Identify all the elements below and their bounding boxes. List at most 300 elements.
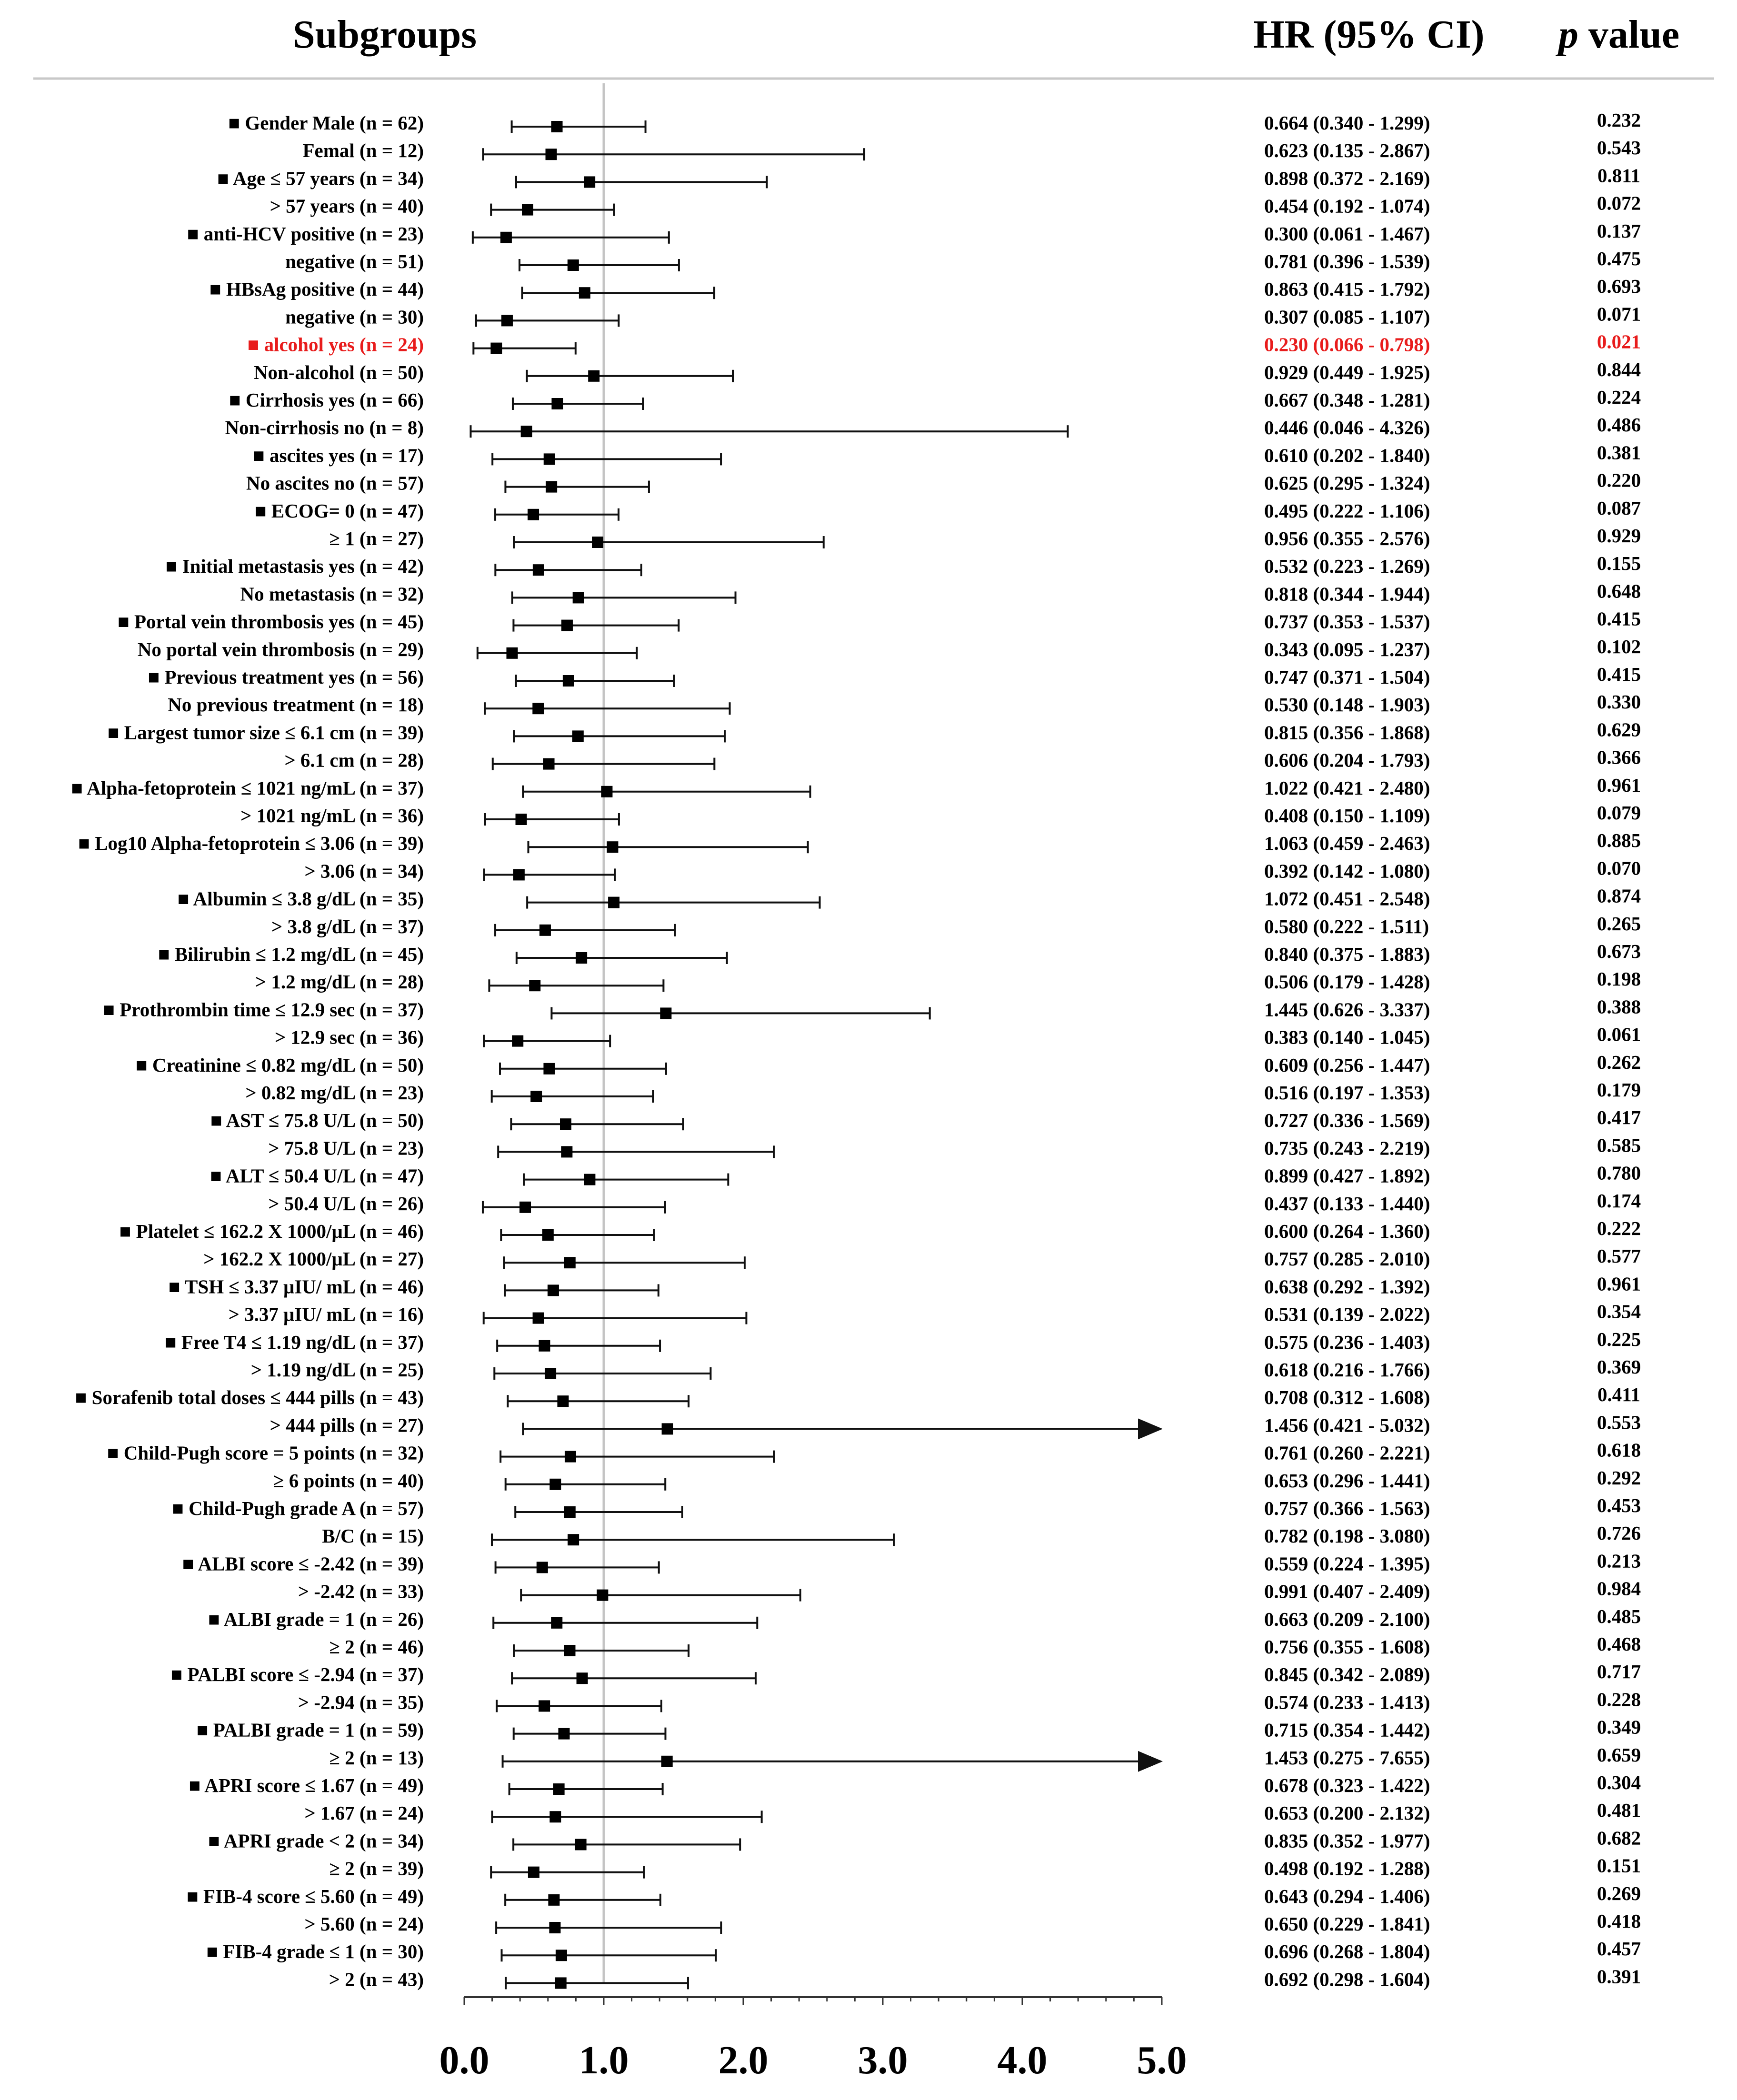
- p-value: 0.726: [1597, 1522, 1641, 1544]
- hr-ci-value: 0.343 (0.095 - 1.237): [1264, 638, 1430, 660]
- p-value: 0.457: [1597, 1938, 1641, 1960]
- hr-point: [558, 1728, 569, 1740]
- subgroup-label: ≥ 2 (n = 46): [329, 1636, 424, 1658]
- hr-ci-value: 0.735 (0.243 - 2.219): [1264, 1137, 1430, 1159]
- subgroup-label: > -2.42 (n = 33): [298, 1580, 424, 1602]
- subgroup-label: ■ Portal vein thrombosis yes (n = 45): [118, 610, 424, 633]
- p-value: 0.486: [1597, 414, 1641, 436]
- hr-ci-value: 0.230 (0.066 - 0.798): [1264, 333, 1430, 356]
- hr-point: [501, 315, 513, 326]
- subgroup-label: > 50.4 U/L (n = 26): [268, 1192, 424, 1214]
- subgroup-label: negative (n = 51): [285, 250, 424, 272]
- hr-point: [561, 1146, 572, 1157]
- x-tick-label: 2.0: [718, 2038, 769, 2082]
- subgroup-label: > 0.82 mg/dL (n = 23): [245, 1082, 424, 1104]
- hr-ci-value: 0.623 (0.135 - 2.867): [1264, 139, 1430, 162]
- hr-point: [553, 1783, 565, 1795]
- hr-point: [557, 1395, 569, 1407]
- p-value: 0.262: [1597, 1051, 1641, 1073]
- hr-ci-header: HR (95% CI): [1253, 12, 1485, 57]
- hr-ci-value: 1.022 (0.421 - 2.480): [1264, 776, 1430, 799]
- subgroup-label: ■ HBsAg positive (n = 44): [209, 278, 424, 300]
- hr-point: [529, 980, 540, 991]
- p-value-header: [1556, 12, 1679, 57]
- hr-ci-value: 0.530 (0.148 - 1.903): [1264, 694, 1430, 716]
- hr-ci-value: 0.898 (0.372 - 2.169): [1264, 167, 1430, 189]
- p-value: 0.885: [1597, 829, 1641, 852]
- ci-overflow-arrow: [1138, 1751, 1163, 1772]
- forest-row: [495, 924, 675, 936]
- hr-ci-value: 0.863 (0.415 - 1.792): [1264, 278, 1430, 300]
- forest-row: [527, 370, 733, 382]
- forest-row: [514, 1728, 666, 1740]
- hr-point: [607, 841, 618, 853]
- hr-ci-value: 0.610 (0.202 - 1.840): [1264, 444, 1430, 467]
- p-value: 0.468: [1597, 1633, 1641, 1655]
- forest-row: [492, 1090, 653, 1103]
- forest-row: [511, 1118, 683, 1130]
- forest-row: [514, 1644, 689, 1657]
- hr-ci-value: 0.845 (0.342 - 2.089): [1264, 1663, 1430, 1686]
- hr-ci-value: 1.453 (0.275 - 7.655): [1264, 1746, 1430, 1769]
- hr-ci-value: 0.667 (0.348 - 1.281): [1264, 389, 1430, 411]
- hr-point: [662, 1423, 673, 1434]
- hr-ci-value: 0.756 (0.355 - 1.608): [1264, 1636, 1430, 1658]
- p-value: 0.415: [1597, 663, 1641, 685]
- subgroup-label: > 3.8 g/dL (n = 37): [271, 915, 424, 937]
- p-value: 0.391: [1597, 1965, 1641, 1988]
- subgroup-label: ≥ 1 (n = 27): [329, 527, 424, 549]
- p-value: 0.021: [1597, 330, 1641, 353]
- p-value: 0.481: [1597, 1799, 1641, 1821]
- hr-ci-value: 0.757 (0.366 - 1.563): [1264, 1497, 1430, 1519]
- subgroup-label: ■ alcohol yes (n = 24): [247, 333, 424, 356]
- hr-point: [543, 1063, 555, 1075]
- hr-point: [568, 1534, 579, 1545]
- hr-ci-value: 0.715 (0.354 - 1.442): [1264, 1719, 1430, 1741]
- hr-ci-value: 1.456 (0.421 - 5.032): [1264, 1414, 1430, 1436]
- hr-point: [539, 1700, 550, 1712]
- hr-point: [564, 1506, 576, 1518]
- hr-ci-value: 0.625 (0.295 - 1.324): [1264, 472, 1430, 494]
- p-value: 0.577: [1597, 1245, 1641, 1267]
- plot-area: [470, 83, 1163, 1989]
- subgroup-label: > 5.60 (n = 24): [304, 1913, 424, 1935]
- p-value: 0.292: [1597, 1466, 1641, 1489]
- forest-row: [494, 1367, 710, 1380]
- subgroup-label: ■ APRI grade < 2 (n = 34): [208, 1830, 424, 1852]
- p-value: 0.553: [1597, 1411, 1641, 1433]
- forest-row: [504, 1256, 745, 1269]
- subgroup-label: ■ Sorafenib total doses ≤ 444 pills (n = 43): [75, 1386, 424, 1409]
- hr-point: [588, 370, 599, 382]
- p-value: 0.844: [1597, 358, 1641, 380]
- hr-point: [608, 897, 619, 908]
- subgroup-label: ≥ 2 (n = 13): [329, 1746, 424, 1769]
- forest-row: [506, 1478, 665, 1491]
- hr-point: [551, 121, 563, 132]
- subgroup-label: ■ Child-Pugh score = 5 points (n = 32): [107, 1442, 424, 1464]
- hr-ci-values: [1264, 112, 1430, 1990]
- forest-row: [503, 1751, 1163, 1772]
- subgroup-label: > 3.06 (n = 34): [304, 860, 424, 882]
- p-value: 0.232: [1597, 109, 1641, 131]
- hr-ci-value: 0.408 (0.150 - 1.109): [1264, 805, 1430, 826]
- hr-point: [568, 259, 579, 271]
- subgroup-label: Femal (n = 12): [302, 139, 424, 162]
- hr-ci-value: 1.445 (0.626 - 3.337): [1264, 998, 1430, 1021]
- forest-row: [473, 342, 575, 355]
- hr-point: [522, 204, 533, 216]
- hr-ci-value: 0.781 (0.396 - 1.539): [1264, 250, 1430, 272]
- subgroup-label: ■ ECOG= 0 (n = 47): [254, 499, 424, 522]
- hr-ci-value: 0.516 (0.197 - 1.353): [1264, 1082, 1430, 1104]
- p-value: 0.228: [1597, 1688, 1641, 1711]
- p-value: 0.349: [1597, 1716, 1641, 1738]
- p-value: 0.330: [1597, 691, 1641, 713]
- hr-point: [597, 1590, 608, 1601]
- p-value: 0.682: [1597, 1827, 1641, 1849]
- subgroup-label: > 1.2 mg/dL (n = 28): [255, 971, 424, 993]
- subgroup-label: ■ Bilirubin ≤ 1.2 mg/dL (n = 45): [158, 943, 424, 965]
- x-axis: [439, 1997, 1187, 2082]
- hr-point: [551, 398, 563, 409]
- subgroup-label: negative (n = 30): [285, 306, 424, 328]
- p-value: 0.780: [1597, 1162, 1641, 1184]
- p-value: 0.659: [1597, 1743, 1641, 1766]
- subgroup-label: ■ Alpha-fetoprotein ≤ 1021 ng/mL (n = 37): [71, 776, 424, 799]
- hr-ci-value: 0.653 (0.200 - 2.132): [1264, 1802, 1430, 1824]
- hr-point: [532, 703, 544, 714]
- forest-row: [528, 841, 808, 853]
- forest-row: [496, 1921, 721, 1934]
- forest-row: [492, 1533, 894, 1546]
- hr-ci-value: 0.747 (0.371 - 1.504): [1264, 666, 1430, 688]
- hr-point: [490, 343, 502, 354]
- hr-ci-value: 0.574 (0.233 - 1.413): [1264, 1691, 1430, 1713]
- subgroup-label: ■ Free T4 ≤ 1.19 ng/dL (n = 37): [164, 1331, 424, 1353]
- hr-ci-value: 0.737 (0.353 - 1.537): [1264, 610, 1430, 633]
- hr-point: [546, 149, 557, 160]
- subgroup-label: Non-alcohol (n = 50): [253, 361, 424, 383]
- p-value: 0.693: [1597, 275, 1641, 298]
- p-value: 0.543: [1597, 137, 1641, 159]
- hr-ci-value: 0.618 (0.216 - 1.766): [1264, 1359, 1430, 1381]
- hr-ci-value: 0.609 (0.256 - 1.447): [1264, 1054, 1430, 1076]
- hr-point: [548, 1894, 559, 1906]
- hr-point: [601, 786, 612, 797]
- hr-ci-value: 0.307 (0.085 - 1.107): [1264, 306, 1430, 328]
- hr-point: [512, 1035, 523, 1047]
- hr-point: [506, 647, 518, 659]
- forest-row: [519, 259, 679, 271]
- p-value: 0.366: [1597, 746, 1641, 768]
- hr-point: [577, 1672, 588, 1684]
- hr-point: [592, 537, 603, 548]
- subgroup-label: ■ Initial metastasis yes (n = 42): [165, 555, 424, 577]
- p-value: 0.072: [1597, 192, 1641, 214]
- subgroup-label: > 1.19 ng/dL (n = 25): [250, 1359, 424, 1381]
- forest-row: [517, 952, 727, 964]
- hr-ci-value: 0.650 (0.229 - 1.841): [1264, 1913, 1430, 1935]
- hr-point: [516, 814, 527, 825]
- hr-point: [530, 1091, 542, 1102]
- hr-point: [545, 1368, 556, 1379]
- hr-point: [549, 1811, 561, 1822]
- hr-point: [528, 509, 539, 520]
- hr-point: [542, 1229, 554, 1241]
- subgroup-label: ■ ALBI score ≤ -2.42 (n = 39): [182, 1553, 424, 1575]
- subgroup-label: > 1021 ng/mL (n = 36): [240, 805, 424, 826]
- subgroup-label: No portal vein thrombosis (n = 29): [137, 638, 424, 660]
- forest-row: [506, 1977, 688, 1989]
- subgroup-label: ■ FIB-4 grade ≤ 1 (n = 30): [206, 1941, 424, 1963]
- subgroup-label: ■ Platelet ≤ 162.2 X 1000/μL (n = 46): [119, 1220, 424, 1242]
- hr-ci-value: 0.300 (0.061 - 1.467): [1264, 222, 1430, 245]
- p-value: 0.265: [1597, 912, 1641, 935]
- p-value: 0.369: [1597, 1356, 1641, 1378]
- forest-row: [484, 1035, 610, 1047]
- hr-ci-value: 0.929 (0.449 - 1.925): [1264, 361, 1430, 383]
- ci-overflow-arrow: [1138, 1418, 1163, 1439]
- hr-point: [500, 232, 512, 243]
- forest-row: [513, 398, 643, 410]
- p-value: 0.102: [1597, 635, 1641, 657]
- forest-row: [500, 1451, 774, 1463]
- hr-ci-value: 0.392 (0.142 - 1.080): [1264, 860, 1430, 882]
- subgroup-label: ■ PALBI score ≤ -2.94 (n = 37): [170, 1663, 424, 1686]
- subgroup-label: ■ anti-HCV positive (n = 23): [187, 222, 424, 245]
- subgroup-label: > 3.37 μIU/ mL (n = 16): [228, 1303, 424, 1325]
- x-tick-label: 0.0: [439, 2038, 489, 2082]
- subgroup-label: ■ APRI score ≤ 1.67 (n = 49): [189, 1774, 424, 1796]
- p-value: 0.629: [1597, 718, 1641, 741]
- hr-ci-value: 0.727 (0.336 - 1.569): [1264, 1109, 1430, 1132]
- forest-row: [485, 813, 619, 826]
- forest-row: [527, 896, 819, 909]
- forest-row: [493, 1617, 757, 1629]
- p-value: 0.354: [1597, 1300, 1641, 1323]
- forest-row: [512, 120, 646, 133]
- hr-point: [549, 1479, 561, 1490]
- hr-point: [556, 1950, 567, 1961]
- forest-row: [513, 619, 679, 632]
- p-value: 0.585: [1597, 1134, 1641, 1156]
- x-tick-label: 4.0: [997, 2038, 1048, 2082]
- forest-row: [497, 1340, 660, 1352]
- p-value: 0.071: [1597, 303, 1641, 325]
- hr-point: [563, 675, 574, 687]
- hr-ci-value: 1.063 (0.459 - 2.463): [1264, 832, 1430, 855]
- subgroup-label: ■ AST ≤ 75.8 U/L (n = 50): [210, 1109, 424, 1132]
- p-value: 0.811: [1597, 164, 1640, 187]
- forest-row: [524, 1174, 728, 1186]
- hr-ci-value: 0.454 (0.192 - 1.074): [1264, 195, 1430, 217]
- hr-ci-value: 0.531 (0.139 - 2.022): [1264, 1303, 1430, 1325]
- hr-point: [521, 426, 532, 437]
- p-value: 0.717: [1597, 1661, 1641, 1683]
- hr-ci-value: 0.663 (0.209 - 2.100): [1264, 1608, 1430, 1630]
- hr-point: [539, 925, 551, 936]
- p-value: 0.874: [1597, 885, 1641, 907]
- hr-point: [533, 1313, 544, 1324]
- hr-ci-value: 0.696 (0.268 - 1.804): [1264, 1941, 1430, 1963]
- hr-ci-value: 0.506 (0.179 - 1.428): [1264, 971, 1430, 993]
- p-value: 0.418: [1597, 1910, 1641, 1932]
- p-value: 0.151: [1597, 1854, 1641, 1877]
- hr-ci-value: 0.383 (0.140 - 1.045): [1264, 1026, 1430, 1048]
- p-value: 0.648: [1597, 580, 1641, 602]
- subgroup-label: ■ Child-Pugh grade A (n = 57): [172, 1497, 424, 1519]
- p-value: 0.061: [1597, 1023, 1641, 1045]
- subgroup-label: ■ Log10 Alpha-fetoprotein ≤ 3.06 (n = 39): [78, 832, 424, 855]
- hr-point: [546, 481, 557, 493]
- subgroup-label: ■ ALBI grade = 1 (n = 26): [208, 1608, 424, 1630]
- hr-ci-value: 0.638 (0.292 - 1.392): [1264, 1275, 1430, 1298]
- subgroup-label: ■ FIB-4 score ≤ 5.60 (n = 49): [186, 1885, 424, 1907]
- hr-ci-value: 0.815 (0.356 - 1.868): [1264, 721, 1430, 744]
- subgroup-label: ■ Largest tumor size ≤ 6.1 cm (n = 39): [107, 721, 424, 744]
- subgroup-label: > 12.9 sec (n = 36): [274, 1026, 424, 1048]
- hr-ci-value: 0.840 (0.375 - 1.883): [1264, 943, 1430, 965]
- forest-row: [500, 1063, 666, 1075]
- p-value: 0.070: [1597, 857, 1641, 879]
- p-value: 0.388: [1597, 995, 1641, 1018]
- subgroup-label: ■ Creatinine ≤ 0.82 mg/dL (n = 50): [135, 1054, 424, 1076]
- forest-row: [523, 786, 810, 798]
- p-value: 0.417: [1597, 1106, 1641, 1129]
- hr-point: [660, 1007, 671, 1019]
- hr-point: [549, 1922, 560, 1933]
- hr-point: [561, 620, 573, 631]
- hr-point: [533, 564, 544, 576]
- forest-row: [505, 1284, 659, 1296]
- p-value-header-italic: p: [1558, 12, 1578, 57]
- hr-point: [576, 952, 587, 964]
- hr-point: [543, 758, 555, 770]
- forest-row: [478, 647, 637, 659]
- subgroup-label: No metastasis (n = 32): [240, 583, 424, 605]
- forest-row: [491, 1866, 644, 1879]
- subgroup-label: > 2 (n = 43): [329, 1968, 424, 1991]
- hr-ci-value: 0.580 (0.222 - 1.511): [1264, 915, 1429, 937]
- hr-point: [579, 287, 590, 299]
- forest-row: [505, 481, 649, 493]
- hr-point: [548, 1284, 559, 1296]
- p-value: 0.198: [1597, 968, 1641, 990]
- hr-ci-value: 0.678 (0.323 - 1.422): [1264, 1774, 1430, 1796]
- forest-row: [476, 314, 619, 327]
- forest-row: [483, 148, 864, 160]
- forest-row: [514, 730, 725, 742]
- hr-point: [551, 1617, 562, 1629]
- p-value: 0.961: [1597, 774, 1641, 796]
- hr-ci-value: 0.757 (0.285 - 2.010): [1264, 1248, 1430, 1270]
- hr-ci-value: 0.498 (0.192 - 1.288): [1264, 1857, 1430, 1880]
- forest-row: [512, 1672, 756, 1684]
- p-value: 0.304: [1597, 1772, 1641, 1793]
- forest-row: [484, 1312, 747, 1324]
- hr-point: [519, 1202, 531, 1213]
- forest-row: [495, 564, 641, 576]
- x-tick-label: 5.0: [1137, 2038, 1187, 2082]
- p-value: 0.220: [1597, 469, 1641, 491]
- p-value: 0.984: [1597, 1577, 1641, 1600]
- subgroup-label: ■ Albumin ≤ 3.8 g/dL (n = 35): [177, 887, 424, 910]
- forest-row: [484, 868, 615, 881]
- forest-row: [513, 1838, 740, 1851]
- hr-point: [528, 1867, 539, 1878]
- x-tick-label: 3.0: [858, 2038, 908, 2082]
- hr-ci-value: 0.653 (0.296 - 1.441): [1264, 1469, 1430, 1492]
- subgroup-label: > 162.2 X 1000/μL (n = 27): [203, 1248, 424, 1270]
- hr-point: [539, 1340, 550, 1352]
- hr-point: [584, 1174, 595, 1185]
- p-value: 0.485: [1597, 1605, 1641, 1627]
- hr-ci-value: 0.761 (0.260 - 2.221): [1264, 1442, 1430, 1464]
- subgroup-label: ■ Cirrhosis yes (n = 66): [229, 389, 424, 411]
- forest-row: [492, 1811, 762, 1823]
- hr-point: [555, 1977, 567, 1989]
- hr-point: [537, 1562, 548, 1573]
- p-value: 0.415: [1597, 607, 1641, 630]
- forest-row: [495, 508, 619, 521]
- subgroup-label: > 444 pills (n = 27): [270, 1414, 424, 1436]
- subgroup-label: ■ Age ≤ 57 years (n = 34): [217, 167, 424, 189]
- forest-row: [496, 1561, 659, 1573]
- hr-point: [565, 1451, 576, 1463]
- subgroup-label: ■ Gender Male (n = 62): [228, 112, 424, 134]
- hr-ci-value: 0.835 (0.352 - 1.977): [1264, 1830, 1430, 1852]
- p-value: 0.673: [1597, 940, 1641, 962]
- subgroup-label: ■ ALT ≤ 50.4 U/L (n = 47): [210, 1164, 424, 1187]
- p-value: 0.381: [1597, 441, 1641, 464]
- forest-row: [551, 1007, 929, 1019]
- forest-row: [483, 1201, 665, 1214]
- forest-row: [523, 1418, 1163, 1439]
- subgroup-label: > -2.94 (n = 35): [298, 1691, 424, 1713]
- forest-row: [489, 979, 663, 992]
- p-value: 0.225: [1597, 1328, 1641, 1350]
- hr-ci-value: 0.643 (0.294 - 1.406): [1264, 1885, 1430, 1907]
- subgroup-label: No previous treatment (n = 18): [168, 694, 424, 716]
- p-value: 0.137: [1597, 219, 1641, 242]
- subgroup-label: B/C (n = 15): [322, 1525, 424, 1547]
- p-value: 0.929: [1597, 525, 1641, 547]
- forest-row: [516, 176, 767, 188]
- forest-row: [515, 1506, 682, 1518]
- hr-point: [661, 1756, 673, 1767]
- hr-point: [544, 453, 555, 465]
- subgroup-label: > 1.67 (n = 24): [304, 1802, 424, 1824]
- hr-ci-value: 0.606 (0.204 - 1.793): [1264, 749, 1430, 771]
- hr-point: [572, 730, 584, 742]
- subgroup-label: ■ Prothrombin time ≤ 12.9 sec (n = 37): [103, 998, 424, 1021]
- p-value: 0.179: [1597, 1079, 1641, 1101]
- p-value-header-rest: value: [1578, 12, 1680, 57]
- subgroup-label: No ascites no (n = 57): [246, 472, 424, 494]
- forest-row: [497, 1700, 661, 1712]
- hr-point: [564, 1645, 576, 1656]
- forest-row: [505, 1894, 660, 1906]
- forest-row: [521, 1589, 800, 1602]
- hr-ci-value: 0.991 (0.407 - 2.409): [1264, 1580, 1430, 1602]
- hr-ci-value: 0.600 (0.264 - 1.360): [1264, 1220, 1430, 1242]
- hr-point: [560, 1118, 571, 1130]
- p-values: [1597, 109, 1641, 1987]
- hr-point: [513, 869, 525, 880]
- hr-ci-value: 0.495 (0.222 - 1.106): [1264, 499, 1430, 522]
